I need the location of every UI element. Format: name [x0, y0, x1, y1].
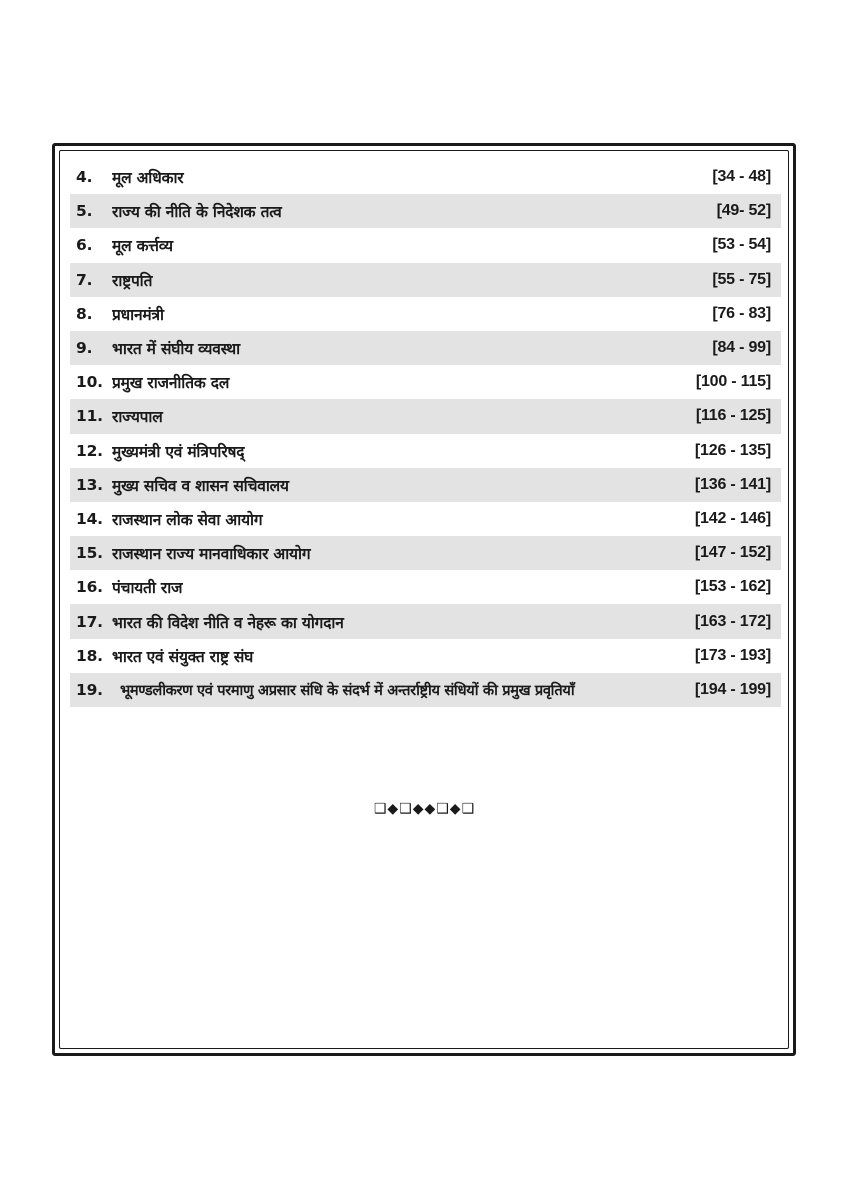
page-range: [173 - 193] — [694, 646, 771, 664]
chapter-number: 7. — [76, 270, 93, 289]
toc-row[interactable] — [70, 673, 781, 707]
page-range: [126 - 135] — [694, 441, 771, 459]
chapter-title: राज्यपाल — [112, 408, 163, 427]
chapter-number: 14. — [76, 509, 103, 528]
chapter-number: 8. — [76, 304, 93, 323]
page-range: [142 - 146] — [694, 509, 771, 527]
page-range: [116 - 125] — [695, 407, 771, 425]
chapter-title: मुख्य सचिव व शासन सचिवालय — [112, 476, 289, 495]
chapter-number: 9. — [76, 339, 93, 358]
chapter-title: प्रमुख राजनीतिक दल — [112, 374, 230, 393]
toc-row[interactable] — [70, 468, 781, 502]
chapter-number: 13. — [76, 475, 103, 494]
toc-row[interactable] — [70, 228, 781, 262]
page-range: [84 - 99] — [712, 339, 771, 357]
toc-row[interactable] — [70, 365, 781, 399]
toc-row[interactable] — [70, 604, 781, 638]
toc-row[interactable] — [70, 297, 781, 331]
page-range: [34 - 48] — [712, 168, 771, 186]
chapter-title: राज्य की नीति के निदेशक तत्व — [112, 203, 282, 222]
toc-row[interactable] — [70, 331, 781, 365]
chapter-number: 19. — [76, 680, 103, 699]
page-range: [147 - 152] — [694, 544, 771, 562]
page-range: [76 - 83] — [712, 304, 771, 322]
chapter-title: भारत में संघीय व्यवस्था — [112, 340, 240, 359]
chapter-title: भारत एवं संयुक्त राष्ट्र संघ — [112, 647, 254, 666]
page-range: [53 - 54] — [712, 236, 771, 254]
chapter-number: 5. — [76, 202, 93, 221]
section-end-ornament: ❑◆❑◆◆❑◆❑ — [373, 801, 476, 817]
chapter-number: 12. — [76, 441, 103, 460]
page-range: [163 - 172] — [694, 612, 771, 630]
chapter-title: पंचायती राज — [112, 579, 183, 598]
table-of-contents — [70, 160, 781, 707]
toc-row[interactable] — [70, 399, 781, 433]
chapter-title: मुख्यमंत्री एवं मंत्रिपरिषद् — [112, 442, 245, 461]
toc-row[interactable] — [70, 434, 781, 468]
chapter-number: 16. — [76, 578, 103, 597]
chapter-title: राजस्थान राज्य मानवाधिकार आयोग — [112, 545, 311, 564]
toc-row[interactable] — [70, 536, 781, 570]
toc-row[interactable] — [70, 570, 781, 604]
chapter-title: राजस्थान लोक सेवा आयोग — [112, 510, 263, 529]
toc-row[interactable] — [70, 194, 781, 228]
toc-row[interactable] — [70, 263, 781, 297]
toc-row[interactable] — [70, 502, 781, 536]
chapter-title: भूमण्डलीकरण एवं परमाणु अप्रसार संधि के संदर्भ में अन्तर्राष्ट्रीय संधियों की प्रमुख प्रवृतियाँ — [120, 681, 575, 699]
page-range: [55 - 75] — [712, 270, 771, 288]
chapter-title: मूल अधिकार — [112, 169, 184, 188]
toc-row[interactable] — [70, 160, 781, 194]
page-range: [194 - 199] — [694, 680, 771, 698]
chapter-number: 6. — [76, 236, 93, 255]
chapter-title: प्रधानमंत्री — [112, 305, 164, 324]
chapter-number: 15. — [76, 544, 103, 563]
chapter-title: भारत की विदेश नीति व नेहरू का योगदान — [112, 613, 344, 632]
page-range: [136 - 141] — [694, 475, 771, 493]
page-range: [153 - 162] — [694, 578, 771, 596]
chapter-title: मूल कर्त्तव्य — [112, 237, 173, 256]
page-range: [49- 52] — [716, 202, 771, 220]
chapter-number: 4. — [76, 168, 93, 187]
chapter-number: 17. — [76, 612, 103, 631]
chapter-number: 10. — [76, 373, 103, 392]
toc-row[interactable] — [70, 639, 781, 673]
chapter-title: राष्ट्रपति — [112, 271, 153, 290]
chapter-number: 11. — [76, 407, 103, 426]
page-range: [100 - 115] — [695, 373, 771, 391]
chapter-number: 18. — [76, 646, 103, 665]
